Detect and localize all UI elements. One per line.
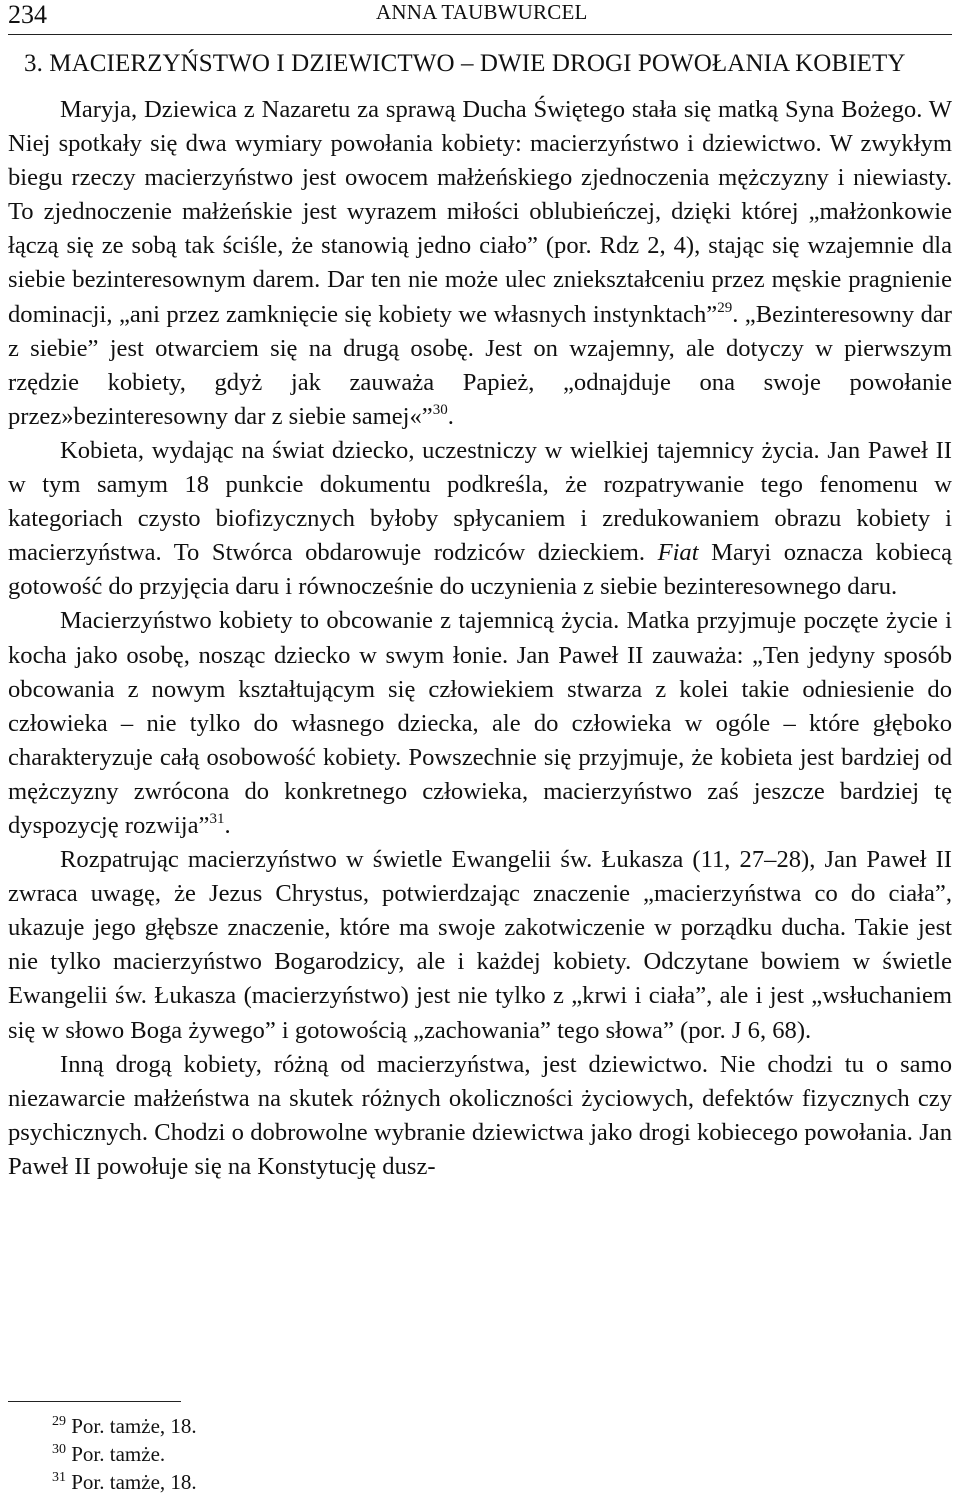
paragraph-3-text-a: Macierzyństwo kobiety to obcowanie z tajemnicą życia. Matka przyjmuje poczęte życie i kocha jako osobę, nosząc dziecko w swym łonie. Jan Paweł II zauważa: „Ten jedyny sposób obcowania z nowym kształtującym się człowiekiem stwarza z kolei takie odniesienie do człowieka – nie tylko do własnego dziecka, ale do człowieka w ogóle – które głęboko charakteryzuje całą osobowość kobiety. Powszechnie się przyjmuje, że kobieta jest bardziej od mężczyzny zwrócona do konkretnego człowieka, macierzyństwo zaś jeszcze bardziej tę dyspozycję rozwija”	[8, 607, 952, 839]
paragraph-5: Inną drogą kobiety, różną od macierzyństwa, jest dziewictwo. Nie chodzi tu o samo niezawarcie małżeństwa na skutek różnych okoliczności życiowych, defektów fizycznych czy psychicznych. Chodzi o dobrowolne wybranie dziewictwa jako drogi kobiecego powołania. Jan Paweł II powołuje się na Konstytucję dusz-	[8, 1050, 952, 1180]
paragraph-1-text-c: .	[447, 402, 454, 430]
page-number: 234	[8, 0, 47, 29]
running-head: ANNA TAUBWURCEL	[376, 0, 588, 24]
paragraph-2	[8, 434, 952, 604]
footnote-text: Por. tamże.	[71, 1442, 166, 1466]
body-text	[8, 93, 952, 1184]
footnote-text: Por. tamże, 18.	[71, 1470, 197, 1494]
footnote-rule	[8, 1401, 181, 1402]
footnote-ref-30[interactable]: 30	[432, 401, 448, 418]
footnote-31	[52, 1468, 197, 1496]
italic-fiat: Fiat	[657, 539, 699, 567]
paragraph-1	[8, 93, 952, 434]
footnote-29	[52, 1412, 197, 1440]
footnote-ref-29[interactable]: 29	[717, 299, 733, 316]
footnote-ref-31[interactable]: 31	[209, 810, 225, 827]
footnote-30	[52, 1440, 197, 1468]
section-title: 3. MACIERZYŃSTWO I DZIEWICTWO – DWIE DROGI POWOŁANIA KOBIETY	[24, 50, 906, 77]
footnote-text: Por. tamże, 18.	[71, 1414, 197, 1438]
header-rule	[8, 34, 952, 35]
paragraph-1-text-b: . „Bezinteresowny dar z siebie” jest otwarciem się na drugą osobę. Jest on wzajemny, ale dotyczy w pierwszym rzędzie kobiety, gdyż jak zauważa Papież, „odnajduje ona swoje powołanie przez»bezinteresowny dar z siebie samej«”	[8, 300, 952, 430]
paragraph-3-text-b: .	[224, 811, 231, 839]
footnotes	[52, 1412, 197, 1496]
page-header	[8, 0, 952, 29]
paragraph-1-text-a: Maryja, Dziewica z Nazaretu za sprawą Ducha Świętego stała się matką Syna Bożego. W Niej spotkały się dwa wymiary powołania kobiety: macierzyństwo i dziewictwo. W zwykłym biegu rzeczy macierzyństwo jest owocem małżeńskiego zjednoczenia mężczyzny i niewiasty. To zjednoczenie małżeńskie jest wyrazem miłości oblubieńczej, dzięki której „małżonkowie łączą się ze sobą tak ściśle, że stanowią jedno ciało” (por. Rdz 2, 4), stając się wzajemnie dla siebie bezinteresownym darem. Dar ten nie może ulec zniekształceniu przez męskie pragnienie dominacji, „ani przez zamknięcie się kobiety we własnych instynktach”	[8, 96, 952, 328]
paragraph-4: Rozpatrując macierzyństwo w świetle Ewangelii św. Łukasza (11, 27–28), Jan Paweł II zwraca uwagę, że Jezus Chrystus, potwierdzając znaczenie „macierzyństwa co do ciała”, ukazuje jego głębsze znaczenie, które ma swoje zakotwiczenie w porządku ducha. Takie jest nie tylko macierzyństwo Bogarodzicy, ale i każdej kobiety. Odczytane bowiem w świetle Ewangelii św. Łukasza (macierzyństwo) jest nie tylko z „krwi i ciała”, ale i jest „wsłuchaniem się w słowo Boga żywego” i gotowością „zachowania” tego słowa” (por. J 6, 68).	[8, 846, 952, 1044]
paragraph-2-text-b: Maryi oznacza kobiecą gotowość do przyjęcia daru i równocześnie do uczynienia z siebie bezinteresownego daru.	[8, 539, 952, 601]
footnote-number: 29	[52, 1414, 66, 1429]
footnote-number: 30	[52, 1442, 66, 1457]
paragraph-2-text-a: Kobieta, wydając na świat dziecko, uczestniczy w wielkiej tajemnicy życia. Jan Paweł II w tym samym 18 punkcie dokumentu podkreśla, że rozpatrywanie tego fenomenu w kategoriach czysto biofizycznych byłoby spłycaniem i zredukowaniem obrazu kobiety i macierzyństwa. To Stwórca obdarowuje rodziców dzieckiem.	[8, 436, 952, 567]
paragraph-3	[8, 604, 952, 843]
footnote-number: 31	[52, 1470, 66, 1485]
